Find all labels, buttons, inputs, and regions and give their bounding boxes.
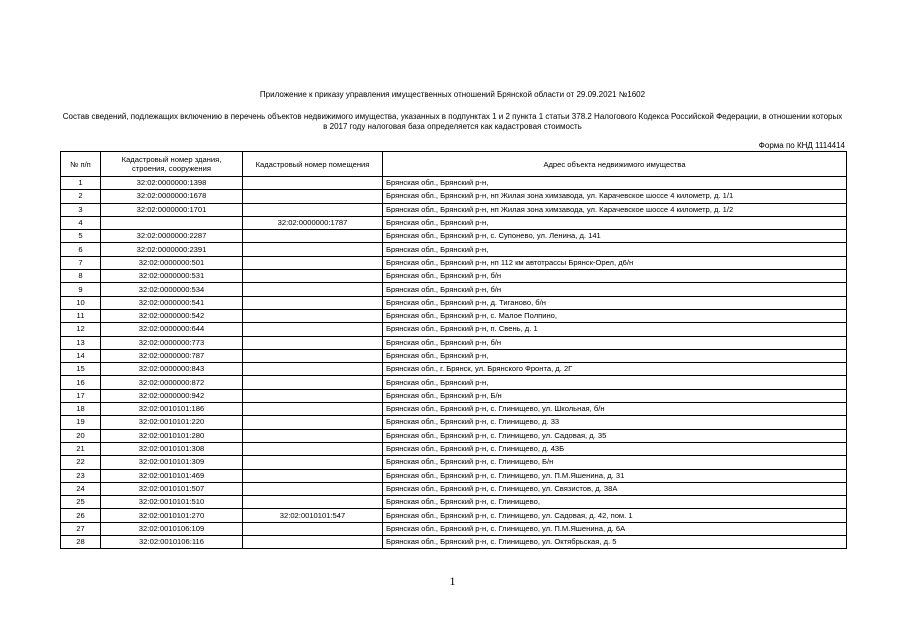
cell-address: Брянская обл., Брянский р-н, с. Глинищево, ул. Садовая, д. 42, пом. 1 xyxy=(383,509,847,522)
cell-cadastral: 32:02:0010101:270 xyxy=(101,509,243,522)
cell-cadastral xyxy=(101,216,243,229)
cell-num: 25 xyxy=(61,496,101,509)
cell-num: 3 xyxy=(61,203,101,216)
table-row xyxy=(61,190,847,203)
cell-num: 24 xyxy=(61,482,101,495)
cell-room xyxy=(243,283,383,296)
cell-address: Брянская обл., г. Брянск, ул. Брянского Фронта, д. 2Г xyxy=(383,363,847,376)
table-row xyxy=(61,522,847,535)
cell-cadastral: 32:02:0000000:942 xyxy=(101,389,243,402)
table-row xyxy=(61,376,847,389)
table-row xyxy=(61,336,847,349)
col-header-num: № п/п xyxy=(61,152,101,177)
table-row xyxy=(61,177,847,190)
cell-address: Брянская обл., Брянский р-н, нп 112 км автотрассы Брянск-Орел, д6/н xyxy=(383,256,847,269)
cell-room: 32:02:0000000:1787 xyxy=(243,216,383,229)
table-row xyxy=(61,309,847,322)
col-header-address: Адрес объекта недвижимого имущества xyxy=(383,152,847,177)
cell-cadastral: 32:02:0010101:507 xyxy=(101,482,243,495)
cell-cadastral: 32:02:0000000:534 xyxy=(101,283,243,296)
cell-room xyxy=(243,482,383,495)
document-description: Состав сведений, подлежащих включению в перечень объектов недвижимого имущества, указанных в подпунктах 1 и 2 пункта 1 статьи 378.2 Налогового Кодекса Российской Федерации, в отношении которых в 2017 году налоговая база определяется как кадастровая стоимость xyxy=(62,112,843,131)
table-row xyxy=(61,536,847,549)
cell-address: Брянская обл., Брянский р-н, xyxy=(383,216,847,229)
table-body xyxy=(61,177,847,549)
cell-num: 2 xyxy=(61,190,101,203)
form-code: Форма по КНД 1114414 xyxy=(758,141,845,150)
cell-cadastral: 32:02:0010106:109 xyxy=(101,522,243,535)
cell-room xyxy=(243,230,383,243)
table-row xyxy=(61,442,847,455)
cell-address: Брянская обл., Брянский р-н, нп Жилая зона химзавода, ул. Карачевское шоссе 4 километр, д. 1/1 xyxy=(383,190,847,203)
table-row xyxy=(61,456,847,469)
cell-address: Брянская обл., Брянский р-н, п. Свень, д. 1 xyxy=(383,323,847,336)
cell-room xyxy=(243,323,383,336)
cell-num: 17 xyxy=(61,389,101,402)
cell-address: Брянская обл., Брянский р-н, xyxy=(383,349,847,362)
page-number: 1 xyxy=(449,574,456,588)
table-row xyxy=(61,509,847,522)
cell-num: 27 xyxy=(61,522,101,535)
cell-num: 14 xyxy=(61,349,101,362)
table-row xyxy=(61,496,847,509)
table-row xyxy=(61,203,847,216)
table-row xyxy=(61,323,847,336)
table-row xyxy=(61,230,847,243)
cell-num: 20 xyxy=(61,429,101,442)
cell-room xyxy=(243,536,383,549)
cell-room xyxy=(243,376,383,389)
table-row xyxy=(61,469,847,482)
cell-num: 1 xyxy=(61,177,101,190)
cell-room xyxy=(243,469,383,482)
cell-address: Брянская обл., Брянский р-н, б/н xyxy=(383,336,847,349)
cell-address: Брянская обл., Брянский р-н, с. Глинищево, д. 43Б xyxy=(383,442,847,455)
cell-num: 12 xyxy=(61,323,101,336)
col-header-room: Кадастровый номер помещения xyxy=(243,152,383,177)
cell-num: 22 xyxy=(61,456,101,469)
cell-num: 6 xyxy=(61,243,101,256)
table-row xyxy=(61,482,847,495)
cell-room xyxy=(243,203,383,216)
table-row xyxy=(61,243,847,256)
cell-cadastral: 32:02:0000000:542 xyxy=(101,309,243,322)
cell-address: Брянская обл., Брянский р-н, с. Глинищево, ул. П.М.Яшенина, д. 6А xyxy=(383,522,847,535)
cell-num: 16 xyxy=(61,376,101,389)
cell-room xyxy=(243,403,383,416)
cell-address: Брянская обл., Брянский р-н, нп Жилая зона химзавода, ул. Карачевское шоссе 4 километр, д. 1/2 xyxy=(383,203,847,216)
cell-num: 28 xyxy=(61,536,101,549)
table-row xyxy=(61,256,847,269)
cell-cadastral: 32:02:0000000:501 xyxy=(101,256,243,269)
cell-address: Брянская обл., Брянский р-н, с. Глинищево, ул. П.М.Яшенина, д. 31 xyxy=(383,469,847,482)
cell-cadastral: 32:02:0000000:2391 xyxy=(101,243,243,256)
cell-cadastral: 32:02:0000000:2287 xyxy=(101,230,243,243)
cell-address: Брянская обл., Брянский р-н, с. Глинищево, ул. Садовая, д. 35 xyxy=(383,429,847,442)
cell-cadastral: 32:02:0000000:773 xyxy=(101,336,243,349)
cell-room xyxy=(243,363,383,376)
cell-num: 4 xyxy=(61,216,101,229)
table-row xyxy=(61,389,847,402)
cell-num: 13 xyxy=(61,336,101,349)
cell-cadastral: 32:02:0000000:843 xyxy=(101,363,243,376)
table-row xyxy=(61,416,847,429)
cell-room xyxy=(243,296,383,309)
cell-cadastral: 32:02:0000000:1678 xyxy=(101,190,243,203)
table-row xyxy=(61,296,847,309)
cell-address: Брянская обл., Брянский р-н, с. Малое Полпино, xyxy=(383,309,847,322)
cell-cadastral: 32:02:0000000:531 xyxy=(101,270,243,283)
table-row xyxy=(61,429,847,442)
cell-cadastral: 32:02:0000000:872 xyxy=(101,376,243,389)
cell-address: Брянская обл., Брянский р-н, б/н xyxy=(383,283,847,296)
cell-num: 19 xyxy=(61,416,101,429)
cell-cadastral: 32:02:0010101:510 xyxy=(101,496,243,509)
cell-cadastral: 32:02:0010106:116 xyxy=(101,536,243,549)
cell-room xyxy=(243,256,383,269)
cell-address: Брянская обл., Брянский р-н, д. Тиганово, б/н xyxy=(383,296,847,309)
cell-room xyxy=(243,389,383,402)
cell-room xyxy=(243,309,383,322)
cell-address: Брянская обл., Брянский р-н, с. Глинищево, Б/н xyxy=(383,456,847,469)
cell-address: Брянская обл., Брянский р-н, с. Глинищево, ул. Октябрьская, д. 5 xyxy=(383,536,847,549)
cell-room xyxy=(243,416,383,429)
cell-num: 21 xyxy=(61,442,101,455)
cell-cadastral: 32:02:0010101:220 xyxy=(101,416,243,429)
cell-cadastral: 32:02:0010101:186 xyxy=(101,403,243,416)
cell-address: Брянская обл., Брянский р-н, xyxy=(383,376,847,389)
cell-room: 32:02:0010101:547 xyxy=(243,509,383,522)
table-header-row xyxy=(61,152,847,177)
cell-room xyxy=(243,190,383,203)
cell-num: 8 xyxy=(61,270,101,283)
cell-cadastral: 32:02:0010101:280 xyxy=(101,429,243,442)
cell-address: Брянская обл., Брянский р-н, с. Глинищево, д. 33 xyxy=(383,416,847,429)
table-row xyxy=(61,270,847,283)
cell-cadastral: 32:02:0010101:309 xyxy=(101,456,243,469)
cell-room xyxy=(243,429,383,442)
cell-cadastral: 32:02:0000000:1701 xyxy=(101,203,243,216)
cell-address: Брянская обл., Брянский р-н, с. Глинищево, ул. Школьная, б/н xyxy=(383,403,847,416)
col-header-cadastral: Кадастровый номер здания, строения, сооружения xyxy=(101,152,243,177)
cell-cadastral: 32:02:0000000:541 xyxy=(101,296,243,309)
cell-num: 7 xyxy=(61,256,101,269)
cell-room xyxy=(243,243,383,256)
cell-address: Брянская обл., Брянский р-н, с. Глинищево, ул. Связистов, д. 38А xyxy=(383,482,847,495)
property-table xyxy=(60,151,847,549)
cell-room xyxy=(243,522,383,535)
cell-room xyxy=(243,270,383,283)
table-row xyxy=(61,349,847,362)
cell-num: 10 xyxy=(61,296,101,309)
cell-address: Брянская обл., Брянский р-н, xyxy=(383,243,847,256)
cell-num: 26 xyxy=(61,509,101,522)
cell-address: Брянская обл., Брянский р-н, Б/н xyxy=(383,389,847,402)
table-row xyxy=(61,363,847,376)
table-row xyxy=(61,403,847,416)
cell-address: Брянская обл., Брянский р-н, с. Глинищево, xyxy=(383,496,847,509)
cell-room xyxy=(243,456,383,469)
cell-room xyxy=(243,496,383,509)
cell-num: 11 xyxy=(61,309,101,322)
cell-cadastral: 32:02:0000000:787 xyxy=(101,349,243,362)
cell-room xyxy=(243,349,383,362)
document-title: Приложение к приказу управления имущественных отношений Брянской области от 29.09.2021 №1602 xyxy=(259,90,646,99)
cell-address: Брянская обл., Брянский р-н, xyxy=(383,177,847,190)
cell-room xyxy=(243,177,383,190)
table-row xyxy=(61,216,847,229)
cell-num: 9 xyxy=(61,283,101,296)
cell-room xyxy=(243,336,383,349)
cell-cadastral: 32:02:0000000:644 xyxy=(101,323,243,336)
cell-address: Брянская обл., Брянский р-н, б/н xyxy=(383,270,847,283)
cell-cadastral: 32:02:0010101:308 xyxy=(101,442,243,455)
cell-address: Брянская обл., Брянский р-н, с. Супонево, ул. Ленина, д. 141 xyxy=(383,230,847,243)
cell-num: 18 xyxy=(61,403,101,416)
cell-cadastral: 32:02:0010101:469 xyxy=(101,469,243,482)
cell-num: 23 xyxy=(61,469,101,482)
cell-room xyxy=(243,442,383,455)
cell-cadastral: 32:02:0000000:1398 xyxy=(101,177,243,190)
cell-num: 5 xyxy=(61,230,101,243)
cell-num: 15 xyxy=(61,363,101,376)
table-row xyxy=(61,283,847,296)
